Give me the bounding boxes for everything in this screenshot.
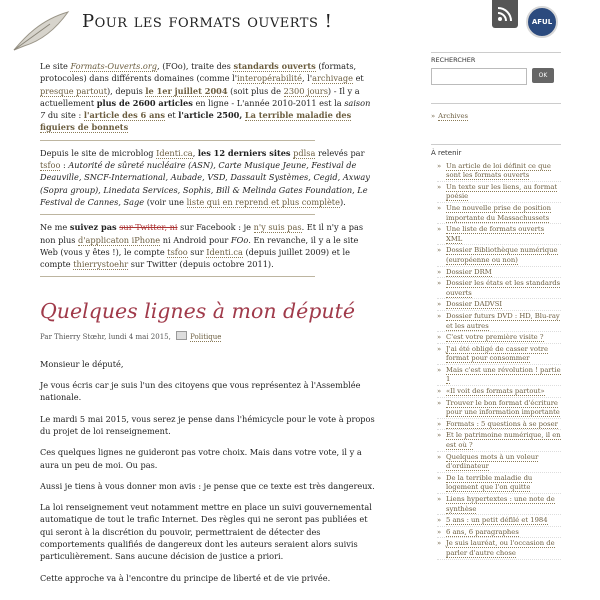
date-link[interactable]: le 1er juillet 2004 [145, 85, 228, 96]
aretenir-link[interactable]: Un texte sur les liens, au format poésie [446, 182, 558, 201]
search-form [431, 68, 561, 85]
aretenir-link[interactable]: J'ai été obligé de casser votre format pour consommer [446, 344, 548, 363]
text: Le site [40, 61, 71, 71]
search-input[interactable] [431, 68, 527, 85]
main-content [40, 60, 376, 593]
text: , l' [302, 73, 313, 84]
list-item[interactable] [437, 495, 561, 515]
tsfoo-link[interactable]: tsfoo [167, 246, 188, 257]
intro [40, 60, 376, 277]
aretenir-link[interactable]: 5 ans : un petit défilé et 1984 [446, 516, 548, 525]
list-item[interactable] [437, 387, 561, 398]
sidebar [431, 52, 561, 561]
list-item[interactable] [437, 333, 561, 344]
site-title[interactable]: Pour les formats ouverts ! [82, 11, 333, 32]
text: et [164, 110, 179, 121]
interop-link[interactable]: interopérabilité [237, 73, 303, 84]
aretenir-link[interactable]: Liens hypertextes : une note de synthèse [446, 495, 555, 513]
intro-paragraph-2 [40, 147, 376, 208]
divider [40, 140, 315, 141]
text: sur Facebook : je [177, 222, 254, 233]
aretenir-link[interactable]: Dossier DADVSI [446, 300, 503, 309]
companies-list: Autorité de sûreté nucléaire (ASN), Carte Musique Jeune, Festival de Deauville, SNCF-International, Aubade, VSD, Dassault Systèmes, Cegid, Axway (Sopra group), Linedata Services, Sophis, Bill & Melinda Gates Foundation, Le Festival de Cannes, Sage [40, 160, 370, 207]
aretenir-link[interactable]: Dossier DRM [446, 267, 492, 276]
list-item[interactable] [437, 225, 561, 245]
text: : [60, 160, 69, 171]
list-item[interactable] [437, 420, 561, 431]
list-item[interactable] [437, 162, 561, 182]
bold-text: suivez pas [69, 222, 117, 233]
quill-feather-icon[interactable] [10, 8, 72, 54]
post-meta-text: Par Thierry Stœhr, lundi 4 mai 2015, [40, 333, 171, 342]
aretenir-link[interactable]: Formats : 5 questions à se poser [446, 419, 558, 428]
archives-box [431, 103, 561, 122]
standards-link[interactable]: standards ouverts [233, 61, 316, 71]
intro-paragraph-3 [40, 221, 376, 270]
text: et [352, 73, 364, 84]
text: . Et il n'y a pas non plus [40, 222, 364, 245]
text: (soit plus de [227, 85, 284, 96]
post-body [40, 358, 376, 584]
category-link[interactable]: Politique [190, 333, 222, 342]
list-item[interactable] [437, 345, 561, 365]
bullet-icon: » [431, 112, 436, 120]
list-item[interactable] [437, 246, 561, 266]
aretenir-link[interactable]: Une liste de formats ouverts XML [446, 225, 545, 243]
list-item[interactable] [437, 183, 561, 203]
maladie-link[interactable]: La terrible maladie des figuiers de bonnets [40, 110, 352, 133]
aretenir-link[interactable]: Trouver le bon format d'écriture pour une information importante [446, 398, 560, 417]
text: Ne me [40, 222, 70, 233]
post-paragraph: Aussi je tiens à vous donner mon avis : je pense que ce texte est très dangereux. [40, 480, 375, 491]
aretenir-link[interactable]: Et le patrimoine numérique, il en est où ? [446, 431, 561, 450]
site-link[interactable]: Formats-Ouverts.org [70, 61, 157, 71]
aretenir-title: À retenir [431, 144, 561, 157]
archives-link[interactable]: Archives [438, 112, 469, 120]
text: Depuis le site de microblog [40, 147, 157, 158]
pdlsa-link[interactable]: pdlsa [293, 147, 316, 158]
list-item[interactable] [437, 204, 561, 224]
aretenir-link[interactable]: Quelques mots à un voleur d'ordinateur [446, 452, 539, 471]
text: . En revanche, il y a le site Web (vous y êtes !), le compte [40, 234, 359, 257]
aretenir-link[interactable]: «Il voit des formats partout» [446, 387, 545, 396]
list-item[interactable] [437, 539, 561, 559]
aretenir-link[interactable]: Dossier les états et les standards ouverts [446, 279, 561, 297]
list-item[interactable] [437, 431, 561, 451]
text: sur Twitter (depuis octobre 2011). [128, 259, 274, 270]
list-item[interactable] [437, 528, 561, 539]
text: relevés par [315, 147, 365, 158]
divider [40, 214, 315, 215]
text: en ligne - L'année 2010-2011 est la [192, 97, 345, 108]
post-paragraph: Je vous écris car je suis l'un des citoyens que vous représentez à l'Assemblée nationale. [40, 380, 361, 403]
article-2500: l'article 2500, [178, 110, 243, 121]
post-title[interactable]: Quelques lignes à mon député [40, 299, 355, 324]
text: (formats, protocoles) dans différents domaines (comme l' [40, 61, 357, 84]
aretenir-link[interactable]: C'est votre première visite ? [446, 333, 544, 342]
text: ). [339, 196, 346, 207]
list-item[interactable] [437, 366, 561, 386]
list-item[interactable] [437, 516, 561, 527]
post-paragraph: Ces quelques lignes ne guideront pas votre choix. Mais dans votre vote, il y a aura un peu de moi. Ou pas. [40, 447, 362, 470]
post-paragraph: La loi renseignement veut notamment mettre en place un suivi gouvernemental automatique de tout le trafic Internet. Des règles qui ne seront pas publiées et qui seront à la discrétion du pouvoir, permettraient de détecter des comportements qualifiés de dangereux dont les auteurs seraient alors suivis particulièrement. Sans aucune décision de justice a priori. [40, 502, 372, 562]
folder-icon [176, 331, 187, 340]
text: (voir une [144, 196, 187, 207]
foo: FOo [230, 234, 249, 245]
presque-link[interactable]: presque partout [40, 85, 107, 96]
list-item[interactable] [437, 300, 561, 311]
thierry-link[interactable]: thierrystoehr [73, 259, 129, 270]
post-paragraph: Cette approche va à l'encontre du principe de liberté et de vie privée. [40, 572, 331, 583]
search-button[interactable]: OK [532, 68, 554, 83]
post-paragraph: Monsieur le député, [40, 358, 124, 369]
strike-text: sur Twitter, ni [119, 222, 178, 233]
archivage-link[interactable]: archivage [312, 73, 353, 84]
aretenir-link[interactable]: De la terrible maladie du logement que l'on quitte [446, 473, 533, 492]
bold-text: les 12 derniers sites [197, 147, 291, 158]
list-item[interactable] [437, 453, 561, 473]
text: sur [187, 246, 207, 257]
article6-link[interactable]: l'article des 6 ans [83, 110, 165, 121]
iphone-app-link[interactable]: d'applicaton iPhone [78, 234, 161, 245]
text: (depuis juillet 2009) et le compte [40, 246, 350, 270]
liste-link[interactable]: liste qui en reprend et plus complète [186, 196, 340, 207]
aretenir-link[interactable]: Un article de loi définit ce que sont les formats ouverts [446, 161, 551, 180]
text: du site : [45, 110, 84, 121]
aretenir-link[interactable]: Dossier Bibliothèque numérique (européenne ou non) [446, 246, 558, 264]
list-item[interactable] [437, 279, 561, 299]
aretenir-link[interactable]: Dossier futurs DVD : HD, Blu-ray et les autres [446, 311, 560, 330]
aful-badge[interactable]: AFUL [526, 6, 558, 38]
aretenir-link[interactable]: Je suis lauréat, ou l'occasion de parler d'autre chose [446, 539, 555, 557]
post-meta [40, 331, 376, 343]
site-header [0, 0, 600, 60]
identi-link[interactable]: Identi.ca [156, 147, 193, 158]
intro-paragraph-1 [40, 60, 376, 134]
divider [40, 276, 315, 277]
text: , [192, 147, 198, 158]
aretenir-link[interactable]: 6 ans, 6 paragraphes [446, 527, 519, 536]
saison: saison 7 [40, 97, 371, 121]
post-paragraph: Le mardi 5 mai 2015, vous serez je pense dans l'hémicycle pour le vote à propos du projet de loi renseignement. [40, 413, 375, 436]
text: ), depuis [106, 85, 146, 96]
list-item[interactable] [437, 474, 561, 494]
identi-link[interactable]: Identi.ca [206, 246, 243, 257]
text: ni Android pour [160, 234, 231, 245]
nysuis-link[interactable]: n'y suis pas [253, 222, 302, 233]
search-label: RECHERCHER [431, 52, 561, 64]
tsfoo-link[interactable]: tsfoo [40, 160, 61, 171]
list-item[interactable] [437, 399, 561, 419]
jours-link[interactable]: 2300 jours [283, 85, 328, 96]
rss-button[interactable] [492, 0, 518, 28]
list-item[interactable] [437, 268, 561, 279]
articles-count: plus de 2600 articles [96, 97, 193, 108]
text: ) - Il y a actuellement [40, 85, 360, 108]
text: , (FOo), traite des [156, 61, 234, 71]
aretenir-link[interactable]: Une nouvelle prise de position importante du Massachussets [446, 203, 551, 222]
aretenir-list [437, 162, 561, 560]
list-item[interactable] [437, 312, 561, 332]
aretenir-link[interactable]: Mais c'est une révolution ! partie 1 [446, 365, 561, 384]
rss-icon [497, 6, 513, 22]
